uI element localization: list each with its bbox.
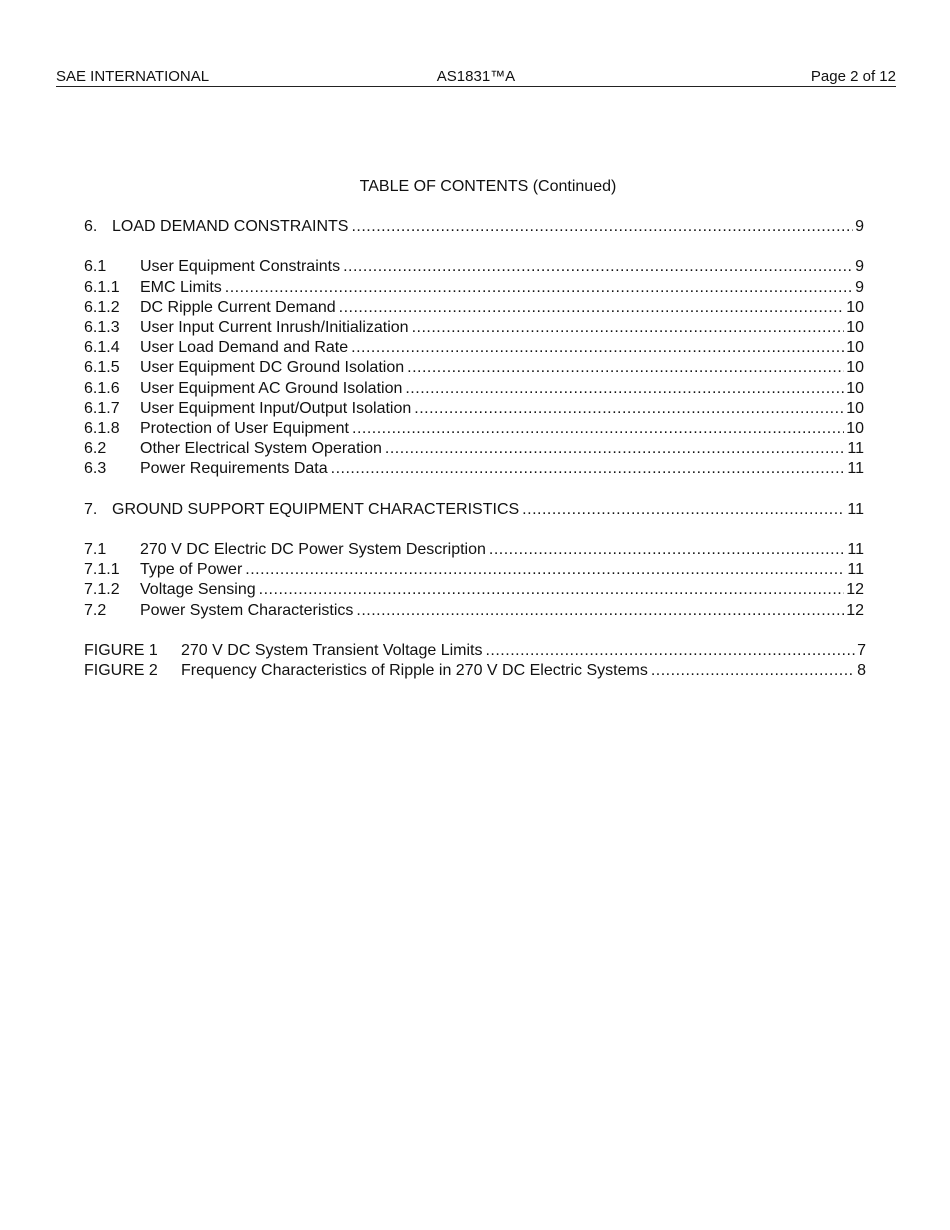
toc-entry-number: 6.1	[84, 258, 107, 276]
toc-entry-number: 7.2	[84, 601, 107, 619]
toc-figure-page: 7	[857, 641, 866, 659]
toc-entry-page: 9	[855, 278, 864, 296]
toc-entry-number: 7.1.2	[84, 581, 120, 599]
toc-entry-page: 11	[847, 460, 864, 478]
toc-leader-dots	[356, 601, 844, 621]
toc-entry-page: 12	[846, 581, 864, 599]
toc-leader-dots	[339, 298, 845, 318]
toc-entry[interactable]	[84, 459, 864, 479]
toc-leader-dots	[414, 399, 844, 419]
toc-entry[interactable]	[84, 399, 864, 419]
toc-entry-page: 11	[847, 500, 864, 518]
toc-entry-page: 10	[846, 318, 864, 336]
toc-leader-dots	[407, 358, 844, 378]
toc-leader-dots	[405, 379, 844, 399]
toc-leader-dots	[352, 419, 844, 439]
toc-entry-number: 6.1.3	[84, 318, 120, 336]
toc-entry[interactable]	[84, 217, 864, 237]
toc-entry-title: User Equipment Constraints	[140, 258, 341, 276]
toc-entry-title: 270 V DC Electric DC Power System Description	[140, 541, 486, 558]
toc-entry-page: 12	[846, 601, 864, 619]
toc-figure-number: FIGURE 2	[84, 662, 158, 680]
toc-entry-title: Protection of User Equipment	[140, 419, 349, 437]
toc-entry-page: 10	[846, 359, 864, 377]
toc-entry-title: LOAD DEMAND CONSTRAINTS	[112, 218, 349, 235]
toc-entry[interactable]	[84, 580, 864, 600]
toc-entry-page: 11	[847, 561, 864, 579]
toc-entry-page: 11	[847, 541, 864, 558]
toc-entry[interactable]	[84, 500, 864, 520]
toc-leader-dots	[351, 338, 844, 358]
toc-entry-page: 9	[855, 258, 864, 276]
toc-entry-title: User Equipment DC Ground Isolation	[140, 359, 405, 377]
toc-entry-number: 6.1.2	[84, 298, 120, 316]
toc-entry-number: 7.1.1	[84, 561, 120, 579]
toc-leader-dots	[485, 641, 855, 661]
toc-leader-dots	[225, 278, 853, 298]
toc-entry-title: Other Electrical System Operation	[140, 440, 382, 458]
toc-entry[interactable]	[84, 379, 864, 399]
page-header	[56, 66, 896, 87]
toc-entry[interactable]	[84, 419, 864, 439]
toc-entry[interactable]	[84, 540, 864, 560]
toc-entry[interactable]	[84, 338, 864, 358]
toc-entry[interactable]	[84, 601, 864, 621]
toc-entry-page: 10	[846, 419, 864, 437]
toc-entry-number: 6.1.8	[84, 419, 120, 437]
toc-entry-number: 6.1.4	[84, 339, 120, 357]
toc-figure-entry[interactable]	[84, 641, 866, 661]
table-of-contents	[84, 217, 864, 681]
toc-entry-page: 9	[855, 218, 864, 235]
toc-entry-title: Type of Power	[140, 561, 243, 579]
toc-entry-number: 6.3	[84, 460, 107, 478]
toc-entry[interactable]	[84, 257, 864, 277]
header-document-id: AS1831™A	[436, 68, 516, 85]
toc-entry-number: 6.	[84, 218, 98, 235]
toc-entry-title: DC Ripple Current Demand	[140, 298, 336, 316]
toc-figure-title: 270 V DC System Transient Voltage Limits	[181, 641, 483, 659]
toc-entry[interactable]	[84, 439, 864, 459]
toc-entry-page: 10	[846, 399, 864, 417]
toc-leader-dots	[351, 217, 853, 237]
toc-leader-dots	[412, 318, 845, 338]
toc-leader-dots	[651, 661, 855, 681]
toc-entry-number: 6.1.7	[84, 399, 120, 417]
toc-entry-page: 10	[846, 298, 864, 316]
toc-entry[interactable]	[84, 298, 864, 318]
toc-entry-number: 6.1.1	[84, 278, 120, 296]
header-page-number: Page 2 of 12	[810, 68, 896, 85]
toc-leader-dots	[259, 580, 845, 600]
toc-leader-dots	[331, 459, 846, 479]
toc-entry-number: 6.2	[84, 440, 107, 458]
toc-entry-page: 10	[846, 339, 864, 357]
toc-entry-title: User Equipment AC Ground Isolation	[140, 379, 403, 397]
toc-entry[interactable]	[84, 358, 864, 378]
toc-figure-page: 8	[857, 662, 866, 680]
toc-entry-title: Power Requirements Data	[140, 460, 328, 478]
toc-title: TABLE OF CONTENTS (Continued)	[359, 178, 617, 195]
toc-leader-dots	[385, 439, 846, 459]
toc-entry-title: Power System Characteristics	[140, 601, 354, 619]
toc-entry-number: 7.1	[84, 541, 107, 558]
toc-entry-number: 6.1.5	[84, 359, 120, 377]
toc-figure-title: Frequency Characteristics of Ripple in 270 V DC Electric Systems	[181, 662, 648, 680]
toc-entry-page: 11	[847, 440, 864, 458]
toc-leader-dots	[489, 540, 846, 560]
toc-leader-dots	[522, 500, 845, 520]
toc-entry[interactable]	[84, 278, 864, 298]
toc-entry[interactable]	[84, 318, 864, 338]
toc-entry-title: Voltage Sensing	[140, 581, 256, 599]
toc-entry-title: EMC Limits	[140, 278, 222, 296]
toc-entry-number: 7.	[84, 500, 98, 518]
toc-entry-title: GROUND SUPPORT EQUIPMENT CHARACTERISTICS	[112, 500, 520, 518]
toc-entry-page: 10	[846, 379, 864, 397]
toc-entry-title: User Input Current Inrush/Initialization	[140, 318, 409, 336]
toc-leader-dots	[245, 560, 845, 580]
toc-leader-dots	[343, 257, 853, 277]
toc-figure-number: FIGURE 1	[84, 641, 158, 659]
toc-figure-entry[interactable]	[84, 661, 866, 681]
toc-entry-title: User Load Demand and Rate	[140, 339, 349, 357]
toc-entry[interactable]	[84, 560, 864, 580]
toc-entry-number: 6.1.6	[84, 379, 120, 397]
header-organization: SAE INTERNATIONAL	[56, 68, 210, 85]
toc-entry-title: User Equipment Input/Output Isolation	[140, 399, 412, 417]
